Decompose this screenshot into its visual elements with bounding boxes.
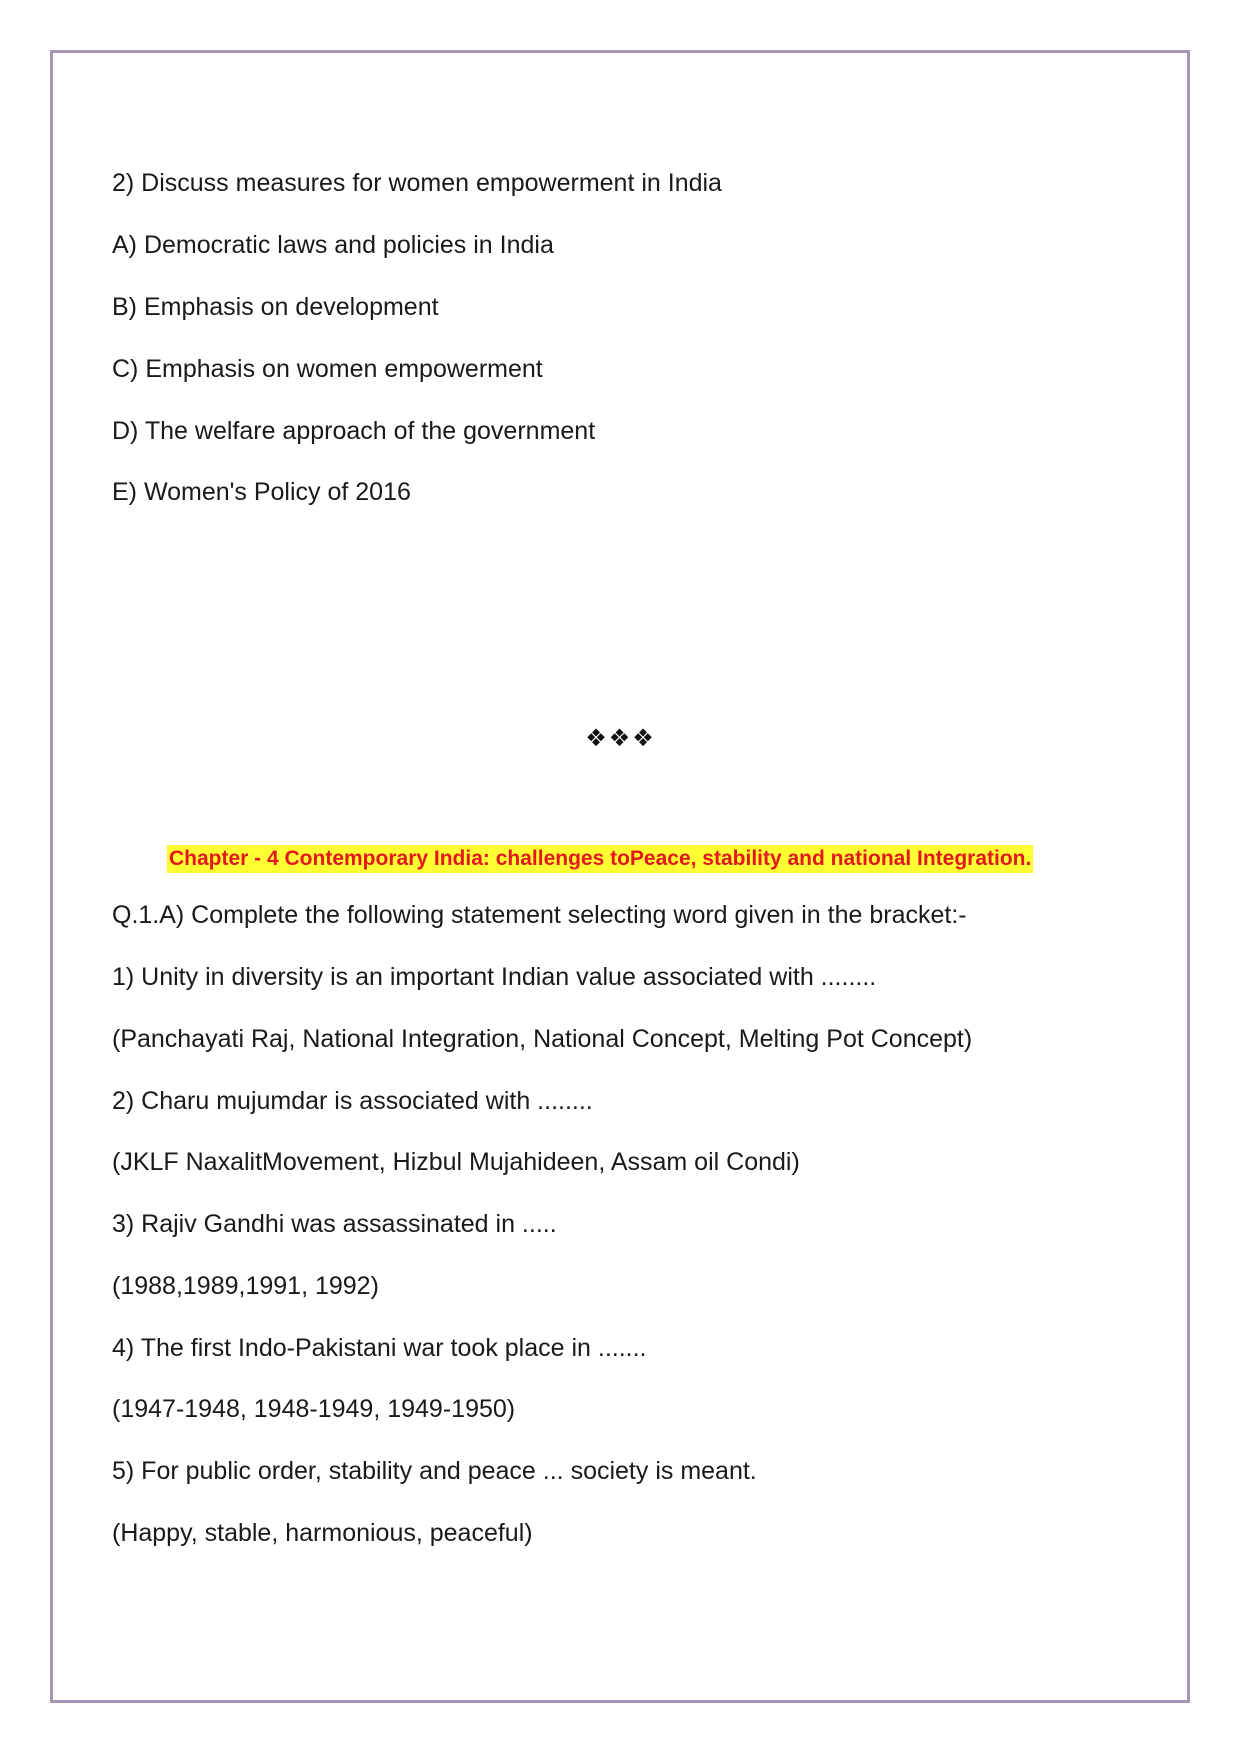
answer-point-b: B) Emphasis on development (112, 293, 439, 321)
q1a-options-4: (1947-1948, 1948-1949, 1949-1950) (112, 1395, 516, 1423)
q1a-options-1: (Panchayati Raj, National Integration, National Concept, Melting Pot Concept) (112, 1025, 973, 1053)
q1a-options-5: (Happy, stable, harmonious, peaceful) (112, 1519, 533, 1547)
section-divider-ornament: ❖❖❖ (585, 724, 656, 752)
q1a-statement-1: 1) Unity in diversity is an important Indian value associated with ........ (112, 963, 877, 991)
q1a-statement-5: 5) For public order, stability and peace ... society is meant. (112, 1457, 757, 1485)
q1a-options-2: (JKLF NaxalitMovement, Hizbul Mujahideen, Assam oil Condi) (112, 1148, 800, 1176)
q1a-statement-2: 2) Charu mujumdar is associated with ........ (112, 1087, 593, 1115)
answer-point-c: C) Emphasis on women empowerment (112, 355, 543, 383)
q1a-statement-4: 4) The first Indo-Pakistani war took place in ....... (112, 1334, 647, 1362)
q1a-options-3: (1988,1989,1991, 1992) (112, 1272, 379, 1300)
chapter-heading: Chapter - 4 Contemporary India: challenges toPeace, stability and national Integration. (167, 845, 1033, 873)
answer-point-a: A) Democratic laws and policies in India (112, 231, 554, 259)
q1a-instruction: Q.1.A) Complete the following statement selecting word given in the bracket:- (112, 901, 967, 929)
question-women-empowerment: 2) Discuss measures for women empowerment in India (112, 169, 722, 197)
q1a-statement-3: 3) Rajiv Gandhi was assassinated in ..... (112, 1210, 557, 1238)
answer-point-d: D) The welfare approach of the government (112, 417, 596, 445)
answer-point-e: E) Women's Policy of 2016 (112, 478, 411, 506)
